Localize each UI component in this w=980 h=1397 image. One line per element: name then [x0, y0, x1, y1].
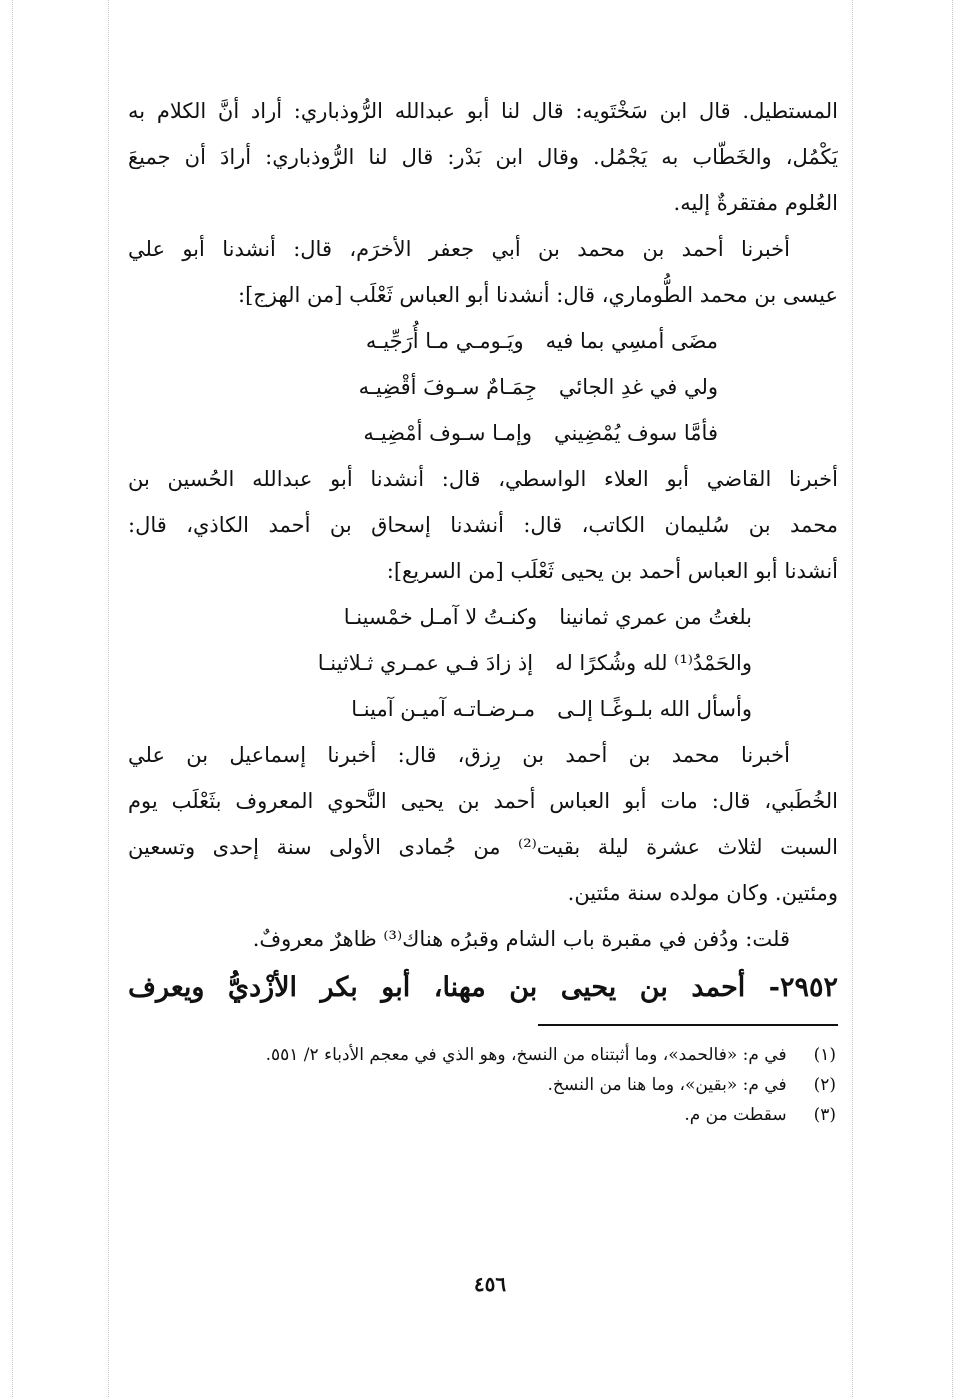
verse-line: [128, 410, 838, 456]
text-line: أخبرنا القاضي أبو العلاء الواسطي، قال: أنشدنا أبو عبدالله الحُسين بن: [128, 467, 838, 491]
margin-guide: [952, 0, 953, 1397]
footnote-divider: [538, 1024, 838, 1026]
verse-second-half: إذ زادَ فـي عمـري ثـلاثينـا: [317, 651, 534, 675]
verse-line: [128, 318, 838, 364]
entry-heading: ٢٩٥٢- أحمد بن يحيى بن مهنا، أبو بكر الأزْديُّ ويعرف: [128, 972, 838, 1003]
verse-second-half: وكنـتُ لا آمـل خمْسينـا: [343, 605, 538, 629]
margin-guide: [108, 0, 109, 1397]
footnote-text: في م: «فالحمد»، وما أثبتناه من النسخ، وهو الذي في معجم الأدباء ٢/ ٥٥١.: [265, 1045, 787, 1065]
text-line: الخُطَبي، قال: مات أبو العباس أحمد بن يحيى النَّحوي المعروف بثَعْلَب يوم: [128, 789, 838, 813]
paragraph: [128, 456, 838, 594]
margin-guide: [852, 0, 853, 1397]
paragraph: [128, 732, 838, 916]
verse-line: [128, 686, 838, 732]
footnote-number: (١): [813, 1045, 836, 1065]
footnote-number: (٢): [813, 1075, 836, 1095]
text-line: السبت لثلاث عشرة ليلة بقيت⁽²⁾ من جُمادى الأولى سنة إحدى وتسعين: [128, 835, 838, 859]
text-line: أنشدنا أبو العباس أحمد بن يحيى ثَعْلَب [من السريع]:: [386, 559, 838, 583]
page-number: ٤٥٦: [473, 1272, 507, 1296]
footnotes: [128, 1040, 838, 1130]
verse-line: [128, 364, 838, 410]
text-line: أخبرنا محمد بن أحمد بن رِزق، قال: أخبرنا إسماعيل بن علي: [128, 743, 790, 767]
verse-second-half: ويَـومـي مـا أُرَجِّيـه: [365, 329, 524, 353]
footnote: [128, 1070, 838, 1100]
page-body: [128, 88, 838, 1130]
paragraph: [128, 88, 838, 226]
verse-line: [128, 640, 838, 686]
footnote-number: (٣): [813, 1105, 836, 1125]
text-line: ومئتين. وكان مولده سنة مئتين.: [567, 881, 838, 905]
text-line: محمد بن سُليمان الكاتب، قال: أنشدنا إسحاق بن أحمد الكاذي، قال:: [128, 513, 838, 537]
text-line: يَكْمُل، والخَطّاب به يَجْمُل. وقال ابن بَدْر: قال لنا الرُّوذباري: أرادَ أن جميعَ: [128, 145, 838, 169]
verse-line: [128, 594, 838, 640]
verse-first-half: فأمَّا سوف يُمْضِيني: [553, 421, 718, 445]
footnote: [128, 1040, 838, 1070]
text-line: العُلوم مفتقرةٌ إليه.: [673, 191, 838, 215]
text-line: أخبرنا أحمد بن محمد بن أبي جعفر الأخرَم، قال: أنشدنا أبو علي: [128, 237, 790, 261]
margin-guide: [12, 0, 13, 1397]
verse-second-half: جِمَـامٌ سـوفَ أقْضِيـه: [358, 375, 537, 399]
footnote-text: سقطت من م.: [684, 1105, 787, 1125]
verse-first-half: وأسأل الله بلـوغًـا إلـى: [557, 697, 752, 721]
text-line: قلت: ودُفن في مقبرة باب الشام وقبرُه هناك⁽³⁾ ظاهرٌ معروفٌ.: [252, 927, 790, 951]
verse-first-half: ولي في غدِ الجائي: [558, 375, 718, 399]
verse-first-half: والحَمْدُ⁽¹⁾ لله وشُكرًا له: [555, 651, 752, 675]
verse-second-half: وإمـا سـوف أمْضِيـه: [363, 421, 532, 445]
verse-first-half: مضَى أمسِي بما فيه: [545, 329, 718, 353]
poem: [128, 594, 838, 732]
footnote: [128, 1100, 838, 1130]
paragraph: [128, 226, 838, 318]
text-line: عيسى بن محمد الطُّوماري، قال: أنشدنا أبو العباس ثَعْلَب [من الهزج]:: [238, 283, 838, 307]
footnote-text: في م: «بقين»، وما هنا من النسخ.: [547, 1075, 787, 1095]
paragraph: [128, 916, 838, 962]
text-line: المستطيل. قال ابن سَخْتَويه: قال لنا أبو عبدالله الرُّوذباري: أراد أنَّ الكلام به: [128, 99, 838, 123]
verse-first-half: بلغتُ من عمري ثمانينا: [559, 605, 752, 629]
poem: [128, 318, 838, 456]
verse-second-half: مـرضـاتـه آميـن آمينـا: [351, 697, 536, 721]
